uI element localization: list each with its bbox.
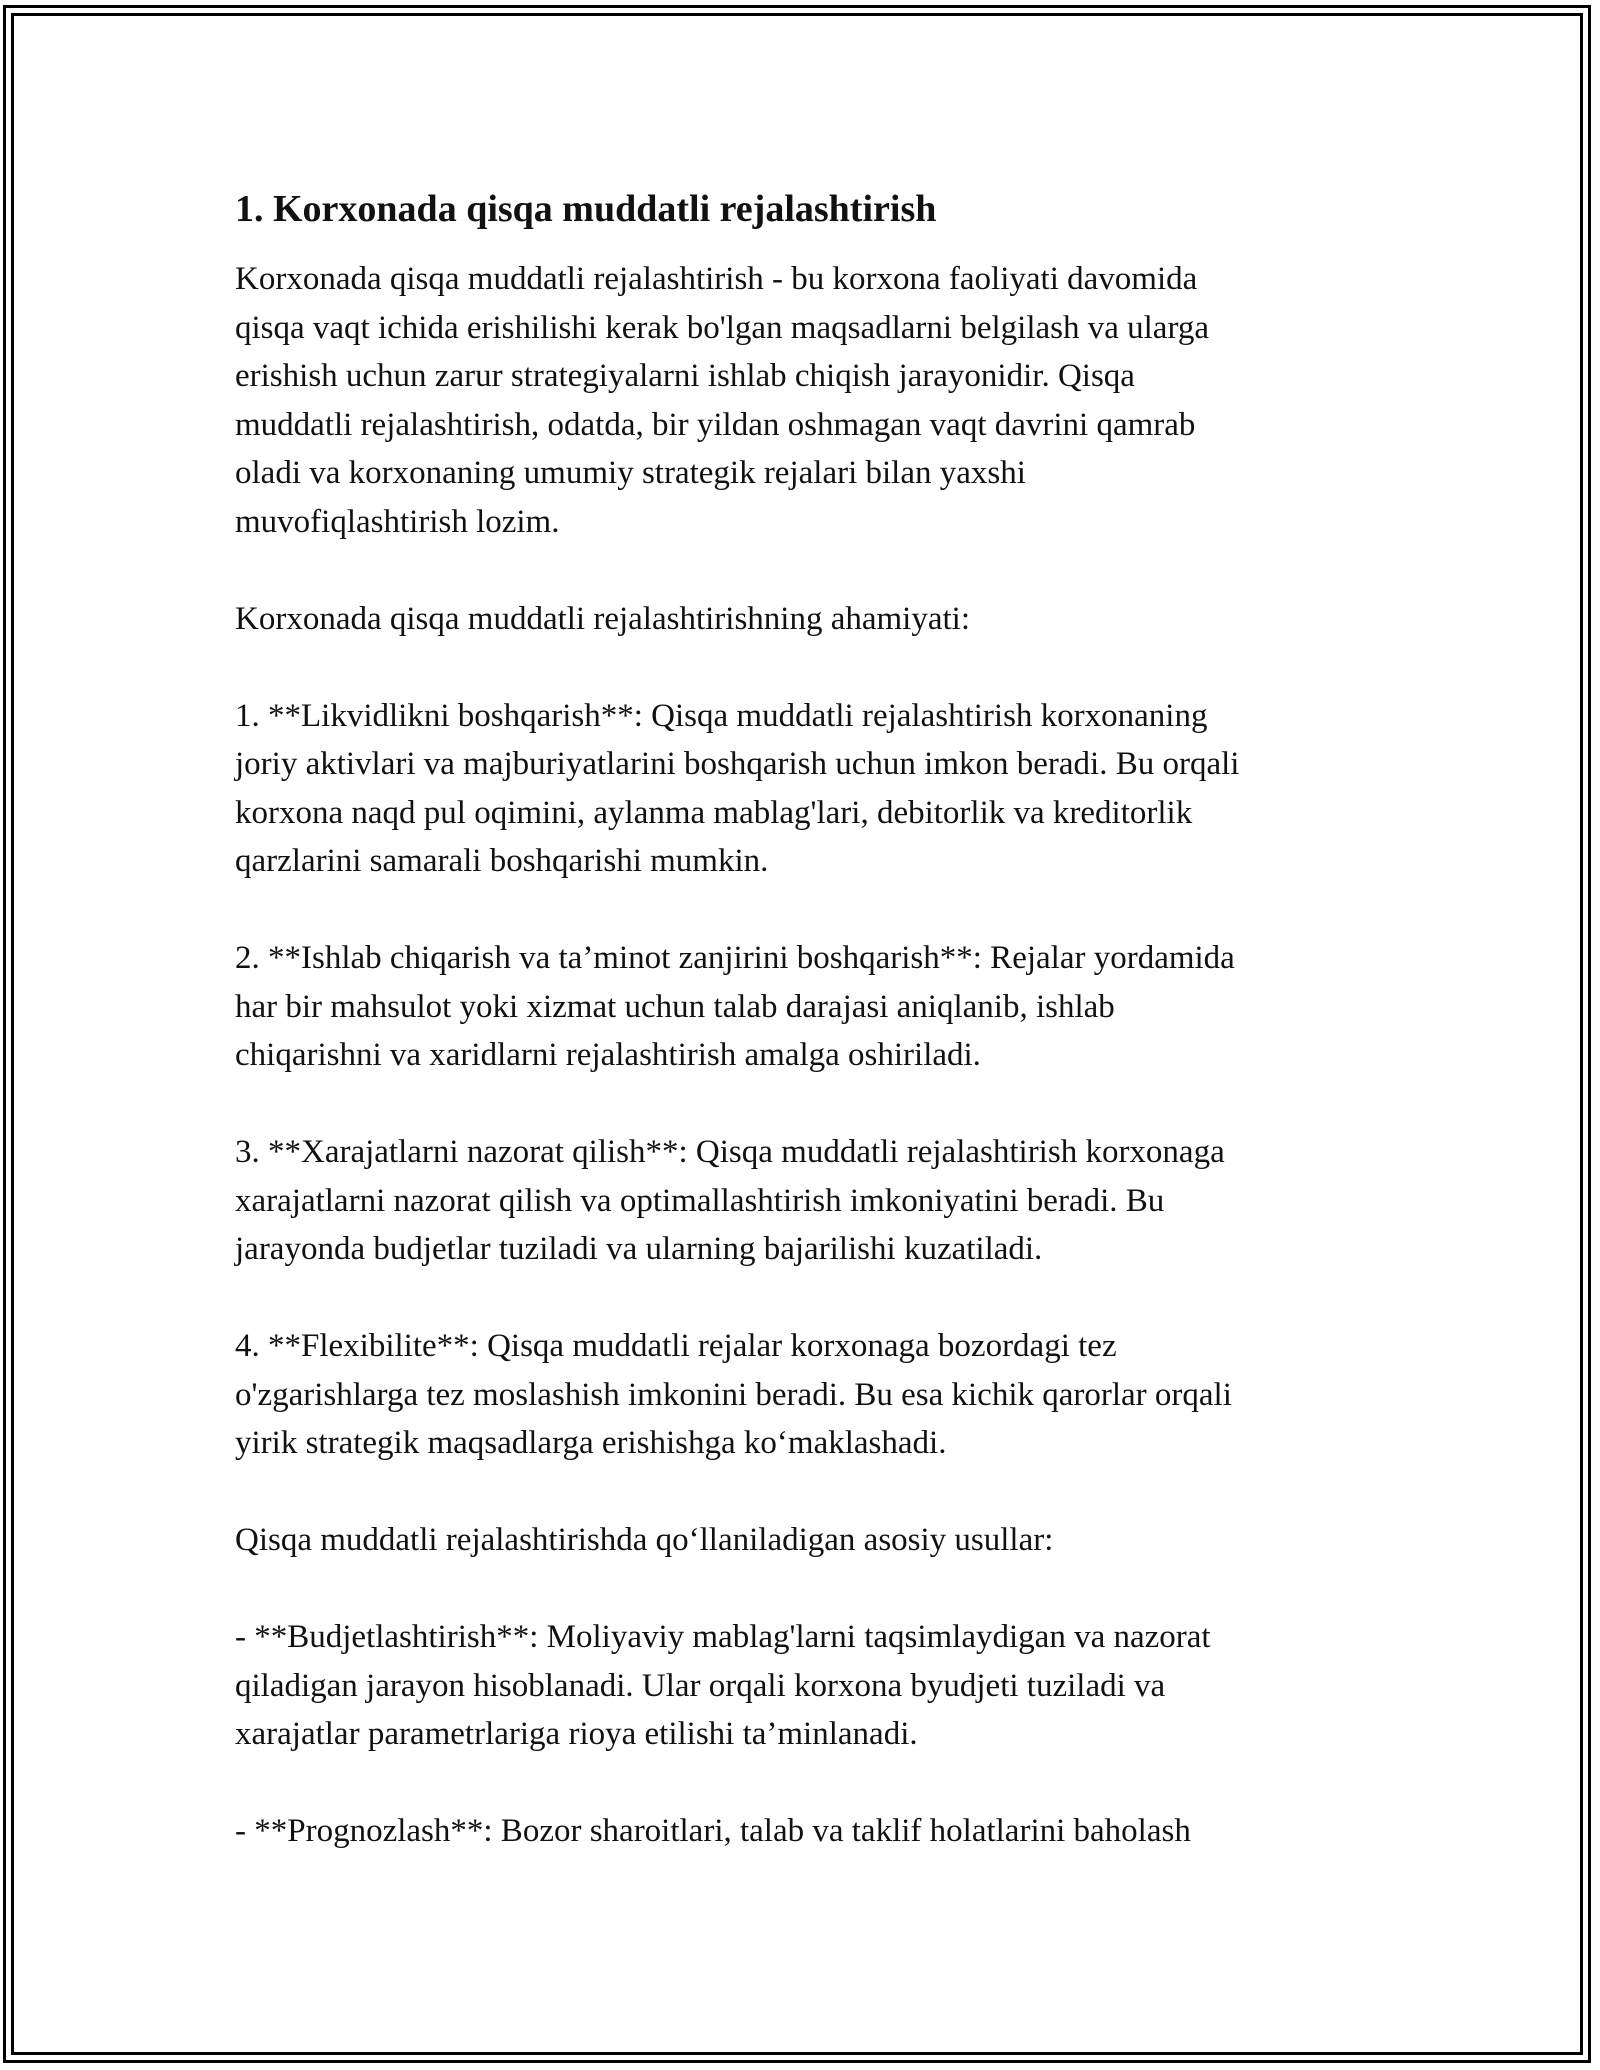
paragraph-line: joriy aktivlari va majburiyatlarini boshqarish uchun imkon beradi. Bu orqali	[235, 746, 1240, 782]
paragraph-line: erishish uchun zarur strategiyalarni ishlab chiqish jarayonidir. Qisqa	[235, 358, 1135, 394]
paragraph-line: jarayonda budjetlar tuziladi va ularning bajarilishi kuzatiladi.	[235, 1231, 1043, 1267]
section-heading: 1. Korxonada qisqa muddatli rejalashtirish	[235, 188, 937, 230]
paragraph-line: 1. **Likvidlikni boshqarish**: Qisqa muddatli rejalashtirish korxonaning	[235, 697, 1208, 734]
paragraph-line: oladi va korxonaning umumiy strategik rejalari bilan yaxshi	[235, 455, 1026, 491]
paragraph-line: qisqa vaqt ichida erishilishi kerak bo'lgan maqsadlarni belgilash va ularga	[235, 309, 1209, 346]
paragraph-line: Korxonada qisqa muddatli rejalashtirishning ahamiyati:	[235, 600, 970, 637]
paragraph-line: chiqarishni va xaridlarni rejalashtirish amalga oshiriladi.	[235, 1037, 981, 1073]
paragraph-line: qiladigan jarayon hisoblanadi. Ular orqali korxona byudjeti tuziladi va	[235, 1667, 1166, 1704]
paragraph	[235, 1322, 1370, 1468]
paragraph	[235, 595, 1370, 644]
paragraph	[235, 1807, 1370, 1856]
document-body	[235, 185, 1370, 1904]
paragraph-list	[235, 255, 1370, 1856]
paragraph-line: Korxonada qisqa muddatli rejalashtirish - bu korxona faoliyati davomida	[235, 261, 1198, 297]
paragraph-line: muvofiqlashtirish lozim.	[235, 503, 560, 540]
paragraph-line: yirik strategik maqsadlarga erishishga ko‘maklashadi.	[235, 1425, 947, 1461]
paragraph-line: xarajatlar parametrlariga rioya etilishi ta’minlanadi.	[235, 1716, 918, 1752]
paragraph-line: 2. **Ishlab chiqarish va ta’minot zanjirini boshqarish**: Rejalar yordamida	[235, 940, 1235, 976]
paragraph	[235, 1516, 1370, 1565]
paragraph-line: korxona naqd pul oqimini, aylanma mablag'lari, debitorlik va kreditorlik	[235, 794, 1193, 831]
paragraph-line: muddatli rejalashtirish, odatda, bir yildan oshmagan vaqt davrini qamrab	[235, 406, 1196, 443]
paragraph	[235, 934, 1370, 1080]
paragraph	[235, 255, 1370, 546]
paragraph-line: Qisqa muddatli rejalashtirishda qo‘llaniladigan asosiy usullar:	[235, 1522, 1054, 1558]
paragraph	[235, 1128, 1370, 1274]
paragraph-line: har bir mahsulot yoki xizmat uchun talab darajasi aniqlanib, ishlab	[235, 988, 1115, 1025]
paragraph-line: - **Prognozlash**: Bozor sharoitlari, talab va taklif holatlarini baholash	[235, 1813, 1191, 1849]
paragraph-line: 3. **Xarajatlarni nazorat qilish**: Qisqa muddatli rejalashtirish korxonaga	[235, 1134, 1225, 1170]
paragraph-line: o'zgarishlarga tez moslashish imkonini beradi. Bu esa kichik qarorlar orqali	[235, 1376, 1232, 1413]
paragraph-line: - **Budjetlashtirish**: Moliyaviy mablag'larni taqsimlaydigan va nazorat	[235, 1619, 1211, 1655]
paragraph	[235, 1613, 1370, 1759]
paragraph-line: qarzlarini samarali boshqarishi mumkin.	[235, 843, 769, 879]
paragraph	[235, 692, 1370, 886]
paragraph-line: xarajatlarni nazorat qilish va optimallashtirish imkoniyatini beradi. Bu	[235, 1182, 1165, 1219]
paragraph-line: 4. **Flexibilite**: Qisqa muddatli rejalar korxonaga bozordagi tez	[235, 1328, 1117, 1364]
